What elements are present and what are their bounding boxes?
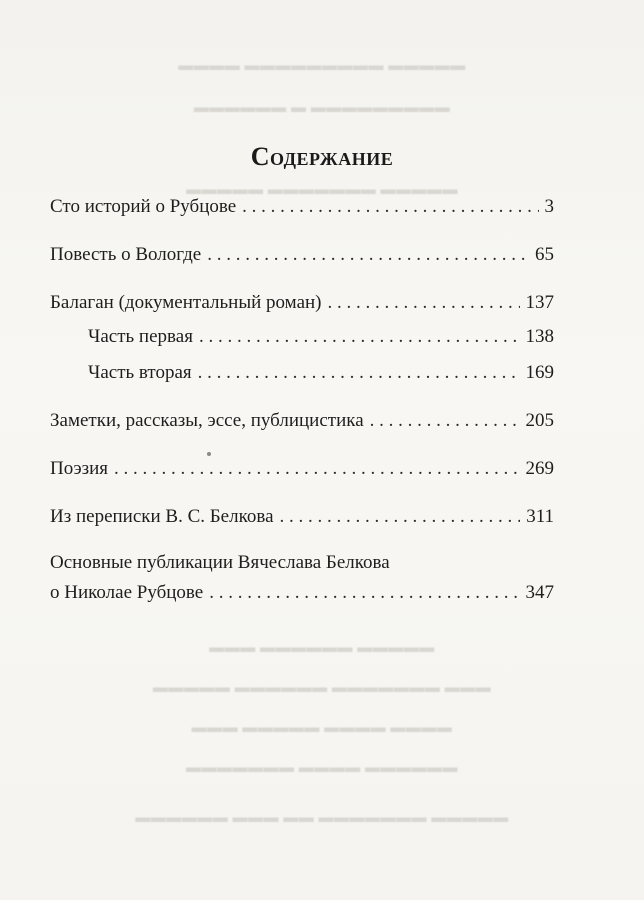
toc-entry-label: Балаган (документальный роман) xyxy=(50,292,322,313)
leader-dots xyxy=(280,502,521,532)
leader-dots xyxy=(207,240,529,270)
bleed-through-text: ▬▬▬▬▬ ▬▬▬▬▬▬ ▬▬▬▬▬▬▬ ▬▬▬ xyxy=(152,680,492,696)
bleed-through-text: ▬▬▬ ▬▬▬▬▬▬ ▬▬▬▬▬ xyxy=(209,640,435,656)
bleed-through-text: ▬▬▬▬▬▬▬ ▬▬▬▬ ▬▬▬▬▬▬ xyxy=(186,760,458,776)
leader-dots xyxy=(370,406,520,436)
toc-subentry[interactable] xyxy=(88,358,554,388)
toc-entry[interactable] xyxy=(50,240,554,270)
toc-entry[interactable] xyxy=(50,288,554,318)
leader-dots xyxy=(198,358,520,388)
toc-entry-page: 3 xyxy=(544,196,554,217)
toc-entry-page: 269 xyxy=(525,458,554,479)
toc-entry-label: Из переписки В. С. Белкова xyxy=(50,506,274,527)
toc-subentry[interactable] xyxy=(88,322,554,352)
toc-entry-page: 205 xyxy=(525,410,554,431)
bleed-through-text: ▬▬▬▬▬▬ ▬▬▬ ▬▬ ▬▬▬▬▬▬▬ ▬▬▬▬▬ xyxy=(135,810,509,826)
toc-entry-page: 311 xyxy=(526,506,554,527)
toc-entry-label: Заметки, рассказы, эссе, публицистика xyxy=(50,410,364,431)
toc-entry-label: Часть вторая xyxy=(88,362,192,383)
leader-dots xyxy=(209,578,519,608)
toc-entry-page: 347 xyxy=(525,582,554,603)
toc-entry[interactable] xyxy=(50,192,554,222)
toc-entry-page: 169 xyxy=(525,362,554,383)
print-speck xyxy=(207,452,211,456)
toc-entry[interactable] xyxy=(50,406,554,436)
toc-entry-label: Сто историй о Рубцове xyxy=(50,196,237,217)
toc-entry[interactable] xyxy=(50,548,554,608)
toc-entry[interactable] xyxy=(50,454,554,484)
leader-dots xyxy=(242,192,538,222)
page-title: Содержание xyxy=(250,142,394,171)
toc-entry-page: 137 xyxy=(525,292,554,313)
bleed-through-text: ▬▬▬ ▬▬▬▬▬ ▬▬▬▬ ▬▬▬▬ xyxy=(191,720,453,736)
toc-entry[interactable] xyxy=(50,502,554,532)
toc-entry-label: Часть первая xyxy=(88,326,193,347)
leader-dots xyxy=(199,322,520,352)
toc-entry-label: Основные публикации Вячеслава Белкова xyxy=(50,552,390,573)
toc-entry-page: 138 xyxy=(525,326,554,347)
bleed-through-text: ▬▬▬▬▬▬ ▬ ▬▬▬▬▬▬▬▬▬ xyxy=(193,100,451,116)
toc-entry-label-continued: о Николае Рубцове xyxy=(50,582,204,603)
leader-dots xyxy=(114,454,519,484)
toc-entry-label: Повесть о Вологде xyxy=(50,244,202,265)
toc-entry-page: 65 xyxy=(535,244,554,265)
leader-dots xyxy=(328,288,520,318)
bleed-through-text: ▬▬▬▬▬ ▬▬▬▬▬▬▬ ▬▬▬▬▬ xyxy=(186,182,458,198)
toc-entry-label: Поэзия xyxy=(50,458,109,479)
bleed-through-text: ▬▬▬▬ ▬▬▬▬▬▬▬▬▬ ▬▬▬▬▬ xyxy=(178,58,466,74)
